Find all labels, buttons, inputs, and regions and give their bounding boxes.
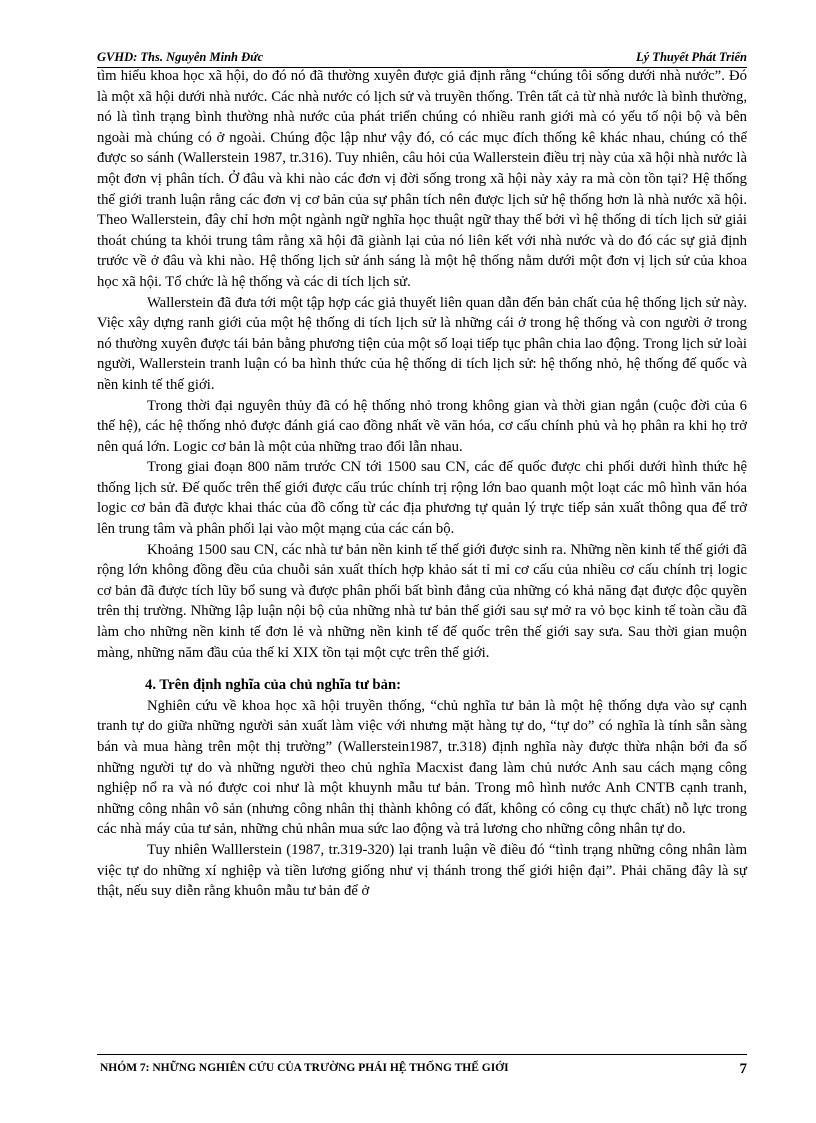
page-footer — [97, 1054, 747, 1081]
paragraph-1: tìm hiểu khoa học xã hội, do đó nó đã thường xuyên được giả định rằng “chúng tôi sống dưới nhà nước”. Đó là một xã hội dưới nhà nước. Các nhà nước có lịch sử và truyền thống. Trên tất cả từ nhà nước là bình thường, nó là tình trạng bình thường nhà nước của phát triển chúng có nhiều ranh giới mà có yếu tố nội bộ và bên ngoài mà chúng có ở ngoài. Chúng độc lập như vậy đó, có các mục đích thống kê khác nhau, chúng có thể được so sánh (Wallerstein 1987, tr.316). Tuy nhiên, câu hỏi của Wallerstein điều trị này của xã hội nhà nước là một đơn vị phân tích. Ở đâu và khi nào các đơn vị đời sống trong xã hội này xảy ra mà còn tồn tại? Hệ thống thế giới tranh luận rằng các đơn vị cơ bản của sự phân tích nên được lịch sử hệ thống hơn là nhà nước xã hội. Theo Wallerstein, đây chỉ hơn một ngành ngữ nghĩa học thuật ngữ thay thế bởi vì hệ thống di tích lịch sử giải thoát chúng ta khỏi trung tâm rằng xã hội đã giành lại của nó liên kết với nhà nước và do đó các sự giả định trước về ở đâu và khi nào. Hệ thống lịch sử ánh sáng là một hệ thống nằm dưới một đơn vị lịch sử của khoa học xã hội. Tổ chức là hệ thống và các di tích lịch sử. — [97, 68, 747, 290]
paragraph-7: Tuy nhiên Walllerstein (1987, tr.319-320) lại tranh luận về điều đó “tình trạng những công nhân làm việc tự do những xí nghiệp và tiền lương giống như vị thánh trong thế giới hiện đại”. Phải chăng đây là sự thật, nếu suy diễn rằng khuôn mẫu tư bản để ở — [97, 841, 747, 900]
header-course-title: Lý Thuyết Phát Triển — [636, 50, 747, 64]
paragraph-3: Trong thời đại nguyên thủy đã có hệ thống nhỏ trong không gian và thời gian ngắn (cuộc đời của 6 thế hệ), các hệ thống nhỏ được đánh giá cao đồng nhất về văn hóa, cơ cấu chính phủ và họ phân ra khi họ trở nên quá lớn. Logic cơ bản là một của những trao đổi lẫn nhau. — [97, 397, 747, 455]
page-body — [97, 66, 747, 902]
header-instructor: GVHD: Ths. Nguyễn Minh Đức — [97, 50, 264, 64]
paragraph-5: Khoảng 1500 sau CN, các nhà tư bản nền kinh tế thế giới được sinh ra. Những nền kinh tế thế giới đã rộng lớn không đồng đều của chuỗi sản xuất thích hợp khảo sát tỉ mỉ cơ cấu của nhiều cơ cấu chính trị logic cơ bản đã được tích lũy bổ sung và được phân phối bất bình đẳng của những có khả năng đạt được độc quyền trên thị trường. Những lập luận nội bộ của những nhà tư bản thế giới sau sự mở ra vỏ bọc kinh tế toàn cầu đã làm cho những nền kinh tế đơn lẻ và những nền kinh tế đế quốc trên thế giới say sưa. Sau thời gian muộn màng, những năm đầu của thế kỉ XIX tồn tại một cực trên thế giới. — [97, 541, 747, 661]
paragraph-4: Trong giai đoạn 800 năm trước CN tới 1500 sau CN, các đế quốc được chi phối dưới hình thức hệ thống lịch sử. Đế quốc trên thế giới được cấu trúc chính trị rộng lớn bao quanh một loạt các mô hình văn hóa logic cơ bản đã được khai thác của đồ cống từ các địa phương tự quản lý trực tiếp sản xuất thông qua để trở lên trung tâm và phân phối lại vào một mạng của các cán bộ. — [97, 459, 747, 538]
paragraph-2: Wallerstein đã đưa tới một tập hợp các giả thuyết liên quan dẫn đến bản chất của hệ thống lịch sử này. Việc xây dựng ranh giới của một hệ thống di tích lịch sử là những cái ở trong hệ thống và con người ở trong nó thường xuyên được tái bản bằng phương tiện của một số loại tiếp tục phân chia lao động. Trong lịch sử loài người, Wallerstein tranh luận có ba hình thức của hệ thống di tích lịch sử: hệ thống nhỏ, hệ thống đế quốc và nền kinh tế thế giới. — [97, 294, 747, 393]
page-number: 7 — [739, 1061, 747, 1077]
paragraph-6: Nghiên cứu về khoa học xã hội truyền thống, “chủ nghĩa tư bản là một hệ thống dựa vào sự cạnh tranh tự do giữa những người sản xuất làm việc với nhưng mặt hàng tự do, “tự do” có nghĩa là tính sẵn sàng bán và mua hàng trên một thị trường” (Wallerstein1987, tr.318) định nghĩa này được thừa nhận bởi đa số những người tự do và những người theo chủ nghĩa Macxist đang làm chủ nước Anh sau cách mạng công nghiệp nổ ra và nó được coi như là một khuynh mẫu tư bản. Trong mô hình nước Anh CNTB cạnh tranh, những công nhân vô sản (nhưng công nhân thị thành không có đất, không có công cụ thực chất) nỗ lực trong các nhà máy của tư sản, những chủ nhân mua sức lao động và trả lương cho những công nhân tự do. — [97, 697, 747, 838]
section-heading: 4. Trên định nghĩa của chủ nghĩa tư bản: — [145, 677, 401, 694]
footer-group-title: NHÓM 7: NHỮNG NGHIÊN CỨU CỦA TRƯỜNG PHÁI HỆ THỐNG THẾ GIỚI — [100, 1062, 509, 1074]
